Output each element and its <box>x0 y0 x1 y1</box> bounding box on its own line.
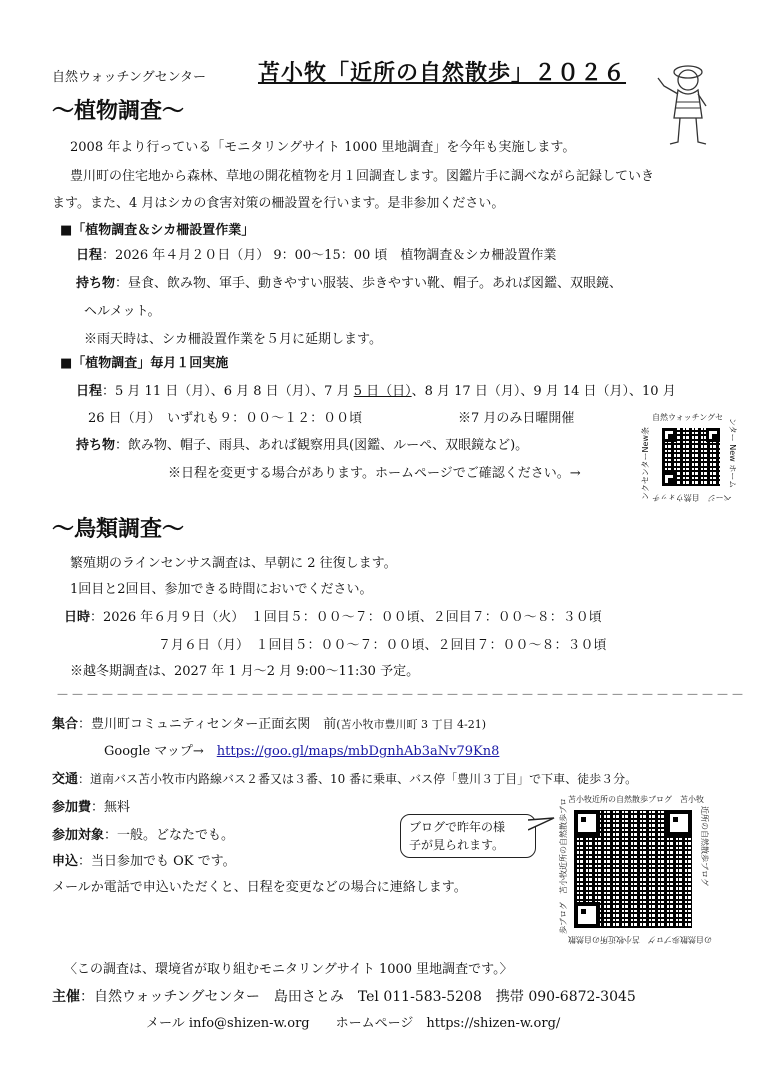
apply-value: ：当日参加でも OK です。 <box>78 854 236 869</box>
date-value: ：2026 年６月９日（火） １回目５：００～７：００頃、２回目７：００～８：３０頃 <box>90 610 602 625</box>
items-label: 持ち物 <box>76 438 116 453</box>
plant-sub1-title: ■「植物調査＆シカ柵設置作業」 <box>60 223 255 238</box>
blog-qr-code[interactable] <box>574 810 692 928</box>
qr1-caption-right: ンター New ホーム <box>728 418 737 489</box>
map-row <box>104 740 499 759</box>
host-value: ：自然ウォッチングセンター 島田さとみ Tel 011-583-5208 携帯 090-6872-3045 <box>80 989 636 1005</box>
page-title: 苫小牧「近所の自然散歩」２０２６ <box>258 61 627 86</box>
date-value: ：2026 年４月２０日（月） 9：00～15：00 頃 植物調査＆シカ柵設置作業 <box>102 248 557 263</box>
target-info <box>52 824 234 843</box>
plant-intro-1: 2008 年より行っている「モニタリングサイト 1000 里地調査」を今年も実施します。 <box>70 140 576 155</box>
apply-label: 申込 <box>52 854 79 869</box>
plant-sub2-date-2: 26 日（月） いずれも９：００～１２：００頃 <box>88 411 363 426</box>
divider: －－－－－－－－－－－－－－－－－－－－－－－－－－－－－－－－－－－－－－－－－－－－－－ <box>56 688 747 703</box>
plant-heading: ～植物調査～ <box>52 99 185 124</box>
date-part-b: 、8 月 17 日（月）、9 月 14 日（月）、10 月 <box>411 384 676 399</box>
items-value: ：昼食、飲み物、軍手、動きやすい服装、歩きやすい靴、帽子。あれば図鑑、双眼鏡、 <box>115 276 623 291</box>
items-label: 持ち物 <box>76 276 116 291</box>
plant-sub2-date <box>76 380 676 399</box>
fee-label: 参加費 <box>52 800 92 815</box>
host-info <box>52 986 636 1006</box>
apply-note: メールか電話で申込いただくと、日程を変更などの場合に連絡します。 <box>52 880 467 895</box>
qr2-caption-left: 歩ブログ 苫小牧近所の自然散歩ブロ <box>559 798 568 934</box>
plant-sub1-note: ※雨天時は、シカ柵設置作業を５月に延期します。 <box>84 332 382 347</box>
meet-value: ：豊川町コミュニティセンター正面玄関 前 <box>78 717 337 732</box>
map-label: Google マップ→ <box>104 744 204 759</box>
qr2-caption-top: 苫小牧近所の自然散歩ブログ 苫小牧 <box>568 795 704 804</box>
blog-bubble <box>400 814 536 858</box>
target-label: 参加対象 <box>52 828 105 843</box>
date-label: 日時 <box>64 610 91 625</box>
homepage-qr-code[interactable] <box>662 428 720 486</box>
qr2-caption-right: 近所の自然散歩ブログ <box>700 806 709 886</box>
meet-label: 集合 <box>52 717 79 732</box>
date-label: 日程 <box>76 384 103 399</box>
meet-address: (苫小牧市豊川町 3 丁目 4-21) <box>336 718 486 731</box>
qr1-caption-left: ンクセンターNew条 <box>641 427 650 500</box>
date-label: 日程 <box>76 248 103 263</box>
qr2-caption-bottom: の自然散歩ブログ 苫小牧近所の自然散 <box>568 935 712 944</box>
items-value: ：飲み物、帽子、雨具、あれば観察用具(図鑑、ルーペ、双眼鏡など)。 <box>115 438 529 453</box>
plant-intro-3: ます。また、4 月はシカの食害対策の柵設置を行います。是非参加ください。 <box>52 196 505 211</box>
plant-sub2-note-july: ※7 月のみ日曜開催 <box>458 411 575 426</box>
meet-info <box>52 713 486 732</box>
apply-info <box>52 850 236 869</box>
bird-note: ※越冬期調査は、2027 年 1 月～2 月 9:00～11:30 予定。 <box>70 664 420 679</box>
bubble-tail-icon <box>528 816 556 836</box>
plant-sub1-items-2: ヘルメット。 <box>84 304 161 319</box>
target-value: ：一般。どなたでも。 <box>104 828 235 843</box>
footer-note: 〈この調査は、環境省が取り組むモニタリングサイト 1000 里地調査です。〉 <box>64 962 513 977</box>
map-link[interactable]: https://goo.gl/maps/mbDgnhAb3aNv79Kn8 <box>216 744 500 759</box>
bubble-line-1: ブログで昨年の様 <box>409 820 506 834</box>
fee-info <box>52 796 130 815</box>
bird-date-2: ７月６日（月） １回目５：００～７：００頃、２回目７：００～８：３０頃 <box>158 638 607 653</box>
host-label: 主催 <box>52 989 80 1005</box>
contact-info: メール info@shizen-w.org ホームページ https://shizen-w.org/ <box>146 1016 561 1031</box>
plant-intro-2: 豊川町の住宅地から森林、草地の開花植物を月１回調査します。図鑑片手に調べながら記録していき <box>70 169 654 184</box>
org-name: 自然ウォッチングセンター <box>52 70 207 85</box>
bird-intro-1: 繁殖期のラインセンサス調査は、早朝に 2 往復します。 <box>70 556 397 571</box>
plant-sub2-note: ※日程を変更する場合があります。ホームページでご確認ください。→ <box>168 466 581 481</box>
mascot-illustration <box>650 58 720 150</box>
bubble-line-2: 子が見られます。 <box>409 838 505 852</box>
bird-heading: ～鳥類調査～ <box>52 517 185 542</box>
qr1-caption-top: 自然ウォッチングセ <box>652 413 724 422</box>
traffic-info <box>52 768 637 787</box>
plant-sub1-items <box>76 272 622 291</box>
date-part-a: ：5 月 11 日（月）、6 月 8 日（月）、7 月 <box>102 384 354 399</box>
qr1-caption-bottom: ページ 自然ウォッチ <box>652 493 732 502</box>
date-underlined: 5 日（日） <box>353 384 412 399</box>
bird-intro-2: 1回目と2回目、参加できる時間においでください。 <box>70 582 373 597</box>
bird-date-1 <box>64 606 602 625</box>
traffic-label: 交通 <box>52 772 79 787</box>
fee-value: ：無料 <box>91 800 131 815</box>
plant-sub1-date <box>76 244 556 263</box>
plant-sub2-items <box>76 434 528 453</box>
traffic-value: ：道南バス苫小牧市内路線バス２番又は３番、10 番に乗車、バス停「豊川３丁目」で下車、徒歩３分。 <box>78 772 638 786</box>
plant-sub2-title: ■「植物調査」毎月１回実施 <box>60 356 229 371</box>
